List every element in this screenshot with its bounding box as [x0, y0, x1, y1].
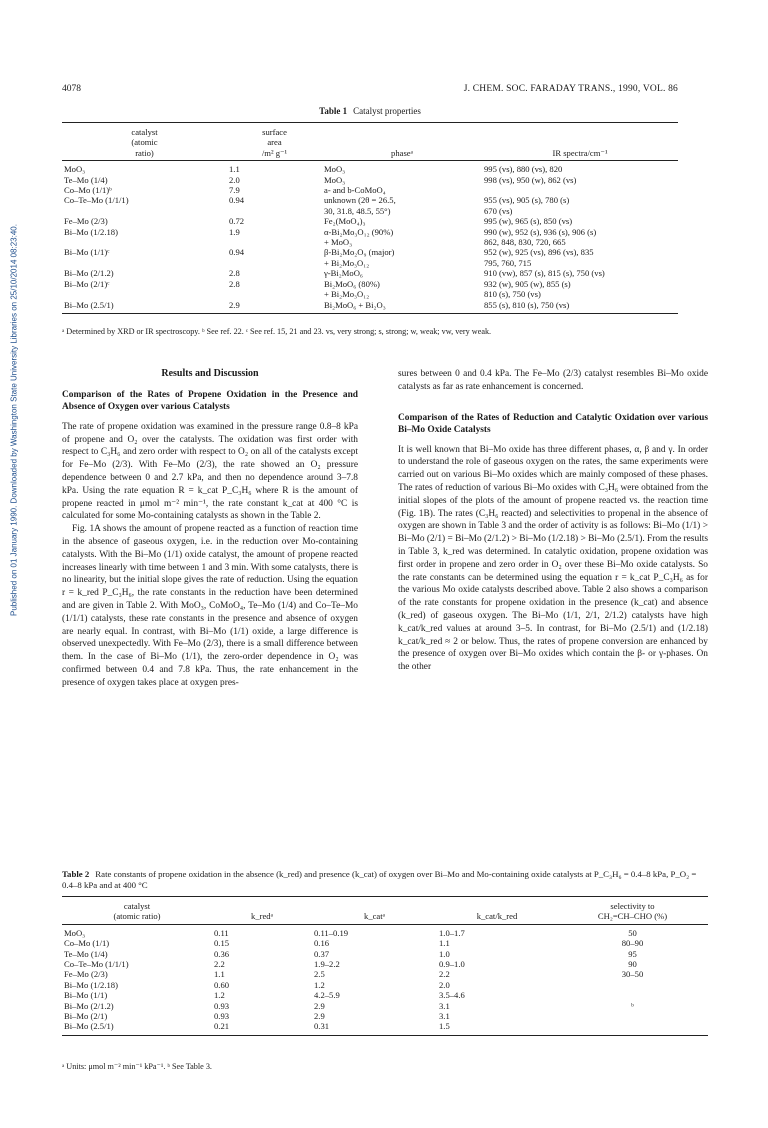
- table2-cell: [557, 990, 708, 1000]
- table1-cell: 955 (vs), 905 (s), 780 (s) 670 (vs): [484, 195, 570, 216]
- table2-body: [62, 924, 708, 1035]
- table1-cell: 2.8: [229, 268, 240, 279]
- table2-footnote: ᵃ Units: μmol m⁻² min⁻¹ kPa⁻¹. ᵇ See Table 3.: [62, 1062, 212, 1071]
- table2-cell: 80–90: [621, 938, 644, 949]
- table2-cell: 2.9: [314, 1000, 325, 1011]
- table1-cell: 910 (vw), 857 (s), 815 (s), 750 (vs): [484, 268, 605, 279]
- left-column: [62, 368, 358, 690]
- table1-cell: Bi–Mo (2/1.2): [64, 268, 114, 279]
- table1-cell: Co–Te–Mo (1/1/1): [64, 195, 129, 206]
- table1-cell: γ-Bi₂MoO₆: [324, 268, 363, 279]
- table1-header-row: [62, 123, 678, 161]
- table1: [62, 122, 678, 314]
- table1-row: [62, 227, 678, 248]
- subsection-title-1: Comparison of the Rates of Propene Oxidation in the Presence and Absence of Oxygen over various Catalysts: [62, 389, 358, 412]
- table1-header-surface-area: surface area /m² g⁻¹: [261, 127, 288, 158]
- table2-header-kcat: k_catᵃ: [364, 911, 385, 922]
- table2-cell: 0.15: [214, 938, 230, 949]
- table2-cell: ᵇ: [631, 1000, 634, 1011]
- table2-cell: 4.2–5.9: [314, 990, 340, 1001]
- table1-row: [62, 279, 678, 300]
- table2-label: Table 2: [62, 869, 90, 879]
- table2-cell: 3.1: [439, 1000, 450, 1011]
- table1-row: [62, 268, 678, 278]
- table2-cell: 0.93: [214, 1000, 230, 1011]
- table2-cell: 1.1: [214, 969, 225, 980]
- paragraph-left-2: Fig. 1A shows the amount of propene reacted as a function of reaction time in the absence of gaseous oxygen, i.e. in the reduction over Mo-containing catalysts. With the Bi–Mo (1/1) oxide catalyst, the amount of propene reacted increases linearly with time between 1 and 3 min. With some catalysts, there is no linearity, but the initial slope gives the rate of reduction. Using the equation r = k_red P_C₃H₆, the rate constants in the reduction have been determined and are given in Table 2. With MoO₃, CoMoO₄, Te–Mo (1/4) and Co–Te–Mo (1/1/1) catalysts, these rate constants in the presence and absence of oxygen are nearly equal. In contrast, with Bi–Mo (1/1) oxide, a large difference is observed unexpectedly. With Fe–Mo (2/3), there is a small difference between them. In the case of Bi–Mo (1/1), the zero-order dependence in O₂ was confirmed between 0.4 and 7.8 kPa. Thus, the rate enhancement in the presence of oxygen takes place at oxygen pres-: [62, 524, 358, 688]
- right-column: [398, 368, 708, 674]
- table1-cell: unknown (2θ = 26.5, 30, 31.8, 48.5, 55°): [324, 195, 396, 216]
- table1-cell: 995 (w), 965 (s), 850 (vs): [484, 216, 573, 227]
- paragraph-right-1: sures between 0 and 0.4 kPa. The Fe–Mo (2/3) catalyst resembles Bi–Mo oxide catalysts as far as rate enhancement is concerned.: [398, 369, 708, 392]
- table1-cell: Bi₂MoO₆ + Bi₂O₃: [324, 299, 386, 310]
- table1-cell: 990 (w), 952 (s), 936 (s), 906 (s) 862, 848, 830, 720, 665: [484, 226, 597, 248]
- table2: [62, 896, 708, 1036]
- table2-cell: 0.16: [314, 938, 330, 949]
- table1-cell: Bi–Mo (1/1)ᶜ: [64, 247, 110, 258]
- table1-cell: Bi₂MoO₆ (80%) + Bi₂Mo₃O₁₂: [324, 278, 380, 300]
- table1-cell: MoO₃: [324, 174, 346, 185]
- table1-cell: 2.0: [229, 174, 240, 185]
- table2-cell: 0.21: [214, 1021, 230, 1032]
- table2-cell: [557, 1021, 708, 1035]
- table2-row: [62, 1011, 708, 1021]
- table2-cell: [557, 1011, 708, 1021]
- section-title: Results and Discussion: [161, 368, 259, 379]
- table2-row: [62, 980, 708, 990]
- table2-cell: 1.0: [439, 948, 450, 959]
- table1-cell: Fe₂(MoO₄)₃: [324, 216, 366, 227]
- table2-cell: Co–Mo (1/1): [64, 938, 110, 949]
- table2-title: Rate constants of propene oxidation in the absence (k_red) and presence (k_cat) of oxygen over Bi–Mo and Mo-containing oxide catalysts at P_C₃H₆ = 0.4–8 kPa, P_O₂ = 0.4–8 kPa and at 400 °C: [62, 869, 697, 890]
- table2-cell: 2.9: [314, 1011, 325, 1022]
- table1-cell: α-Bi₂Mo₃O₁₂ (90%) + MoO₃: [324, 226, 394, 248]
- publication-side-note: [4, 170, 24, 670]
- table1-header-ir: IR spectra/cm⁻¹: [552, 147, 608, 158]
- table1-cell: Bi–Mo (2.5/1): [64, 299, 114, 310]
- table1-body: [62, 161, 678, 314]
- table2-cell: 50: [628, 927, 637, 938]
- table2-cell: 30–50: [621, 969, 644, 980]
- paragraph-left-1: The rate of propene oxidation was examined in the pressure range 0.8–8 kPa of propene and O₂ over the catalysts. The oxidation was first order with respect to C₃H₆ and zero order with respect to O₂ on all of the catalysts except for Fe–Mo (2/3). With Fe–Mo (2/3), the rate showed an O₂ pressure dependence between 0 and 2.7 kPa, and then no dependence around 3–7.8 kPa. Using the rate equation R = k_cat P_C₃H₆ where R is the amount of propene reacted in μmol m⁻² min⁻¹, the rate constant k_cat at 400 °C is calculated for some Mo-containing catalysts as shown in the Table 2.: [62, 421, 358, 522]
- subsection-title-2: Comparison of the Rates of Reduction and Catalytic Oxidation over various Bi–Mo Oxide Catalysts: [398, 412, 708, 435]
- table2-cell: 2.2: [439, 969, 450, 980]
- table1-cell: 932 (w), 905 (w), 855 (s) 810 (s), 750 (vs): [484, 278, 571, 300]
- table2-cell: Bi–Mo (2.5/1): [64, 1021, 114, 1032]
- table1-cell: MoO₃: [64, 164, 86, 175]
- table2-cell: 0.9–1.0: [439, 959, 465, 970]
- table2-cell: 1.1: [439, 938, 450, 949]
- table1-row: [62, 185, 678, 195]
- table1-cell: Te–Mo (1/4): [64, 174, 108, 185]
- table1-cell: 1.1: [229, 164, 240, 175]
- table2-cell: Bi–Mo (1/2.18): [64, 979, 118, 990]
- table2-cell: MoO₃: [64, 927, 86, 938]
- table2-cell: 1.0–1.7: [439, 927, 465, 938]
- table2-cell: 1.2: [214, 990, 225, 1001]
- table1-row: [62, 300, 678, 314]
- table1-header-phase: phaseᵃ: [391, 147, 413, 158]
- table2-cell: 1.5: [439, 1021, 450, 1032]
- table1-cell: 0.72: [229, 216, 245, 227]
- table2-caption: [62, 869, 712, 891]
- table2-row: [62, 1021, 708, 1035]
- page-number: 4078: [62, 84, 81, 94]
- table1-cell: 1.9: [229, 226, 240, 237]
- table2-cell: [557, 980, 708, 990]
- table1-title: Catalyst properties: [353, 106, 421, 116]
- table1-cell: 2.9: [229, 299, 240, 310]
- table2-row: [62, 938, 708, 948]
- table2-cell: Fe–Mo (2/3): [64, 969, 108, 980]
- table1-footnote: ᵃ Determined by XRD or IR spectroscopy. ᵇ See ref. 22. ᶜ See ref. 15, 21 and 23. vs, very strong; s, strong; w, weak; vw, very weak.: [62, 327, 492, 336]
- table1-row: [62, 247, 678, 268]
- table1-cell: 2.8: [229, 278, 240, 289]
- table2-row: [62, 924, 708, 938]
- table2-cell: 0.11: [214, 927, 229, 938]
- table2-cell: 1.9–2.2: [314, 959, 340, 970]
- table1-cell: [482, 185, 678, 195]
- running-head: J. CHEM. SOC. FARADAY TRANS., 1990, VOL. 86: [463, 84, 678, 94]
- table2-header-kred: k_redᵃ: [251, 911, 273, 922]
- table2-header-ratio: k_cat/k_red: [476, 911, 518, 922]
- paragraph-right-2: It is well known that Bi–Mo oxide has three different phases, α, β and γ. In order to understand the role of gaseous oxygen on the rates, the same experiments were carried out on various Bi–Mo oxides which are mainly composed of these phases. The rates of reduction of various Bi–Mo oxides with C₃H₆ were obtained from the initial slopes of the plots of the amount of propene reacted vs. the reaction time (Fig. 1B). The rates (C₃H₆ reacted) and selectivities to propenal in the absence of oxygen are shown in Table 3 and the order of activity is as follows: Bi–Mo (1/1) > Bi–Mo (2/1) = Bi–Mo (2/1.2) > Bi–Mo (1/2.18) > Bi–Mo (2.5/1). From the results in Table 3, k_red was determined. In catalytic oxidation, propene oxidation was first order in propene and zero order in O₂ over these Bi–Mo oxide catalysts. So the rate constants can be determined using the equation r = k_cat P_C₃H₆ as for the various Mo oxide catalysts described above. Table 2 also shows a comparison of the rate constants for propene oxidation in the presence (k_cat) and absence (k_red) of gaseous oxygen. The Bi–Mo (1/1, 2/1, 2/1.2) catalysts have high k_cat/k_red values at around 3–5. In contrast, for Bi–Mo (2.5/1) and (1/2.18) k_cat/k_red ≈ 2 or below. Thus, the rates of propene conversion are enhanced by the presence of oxygen over Bi–Mo oxides which contain the β- or γ-phases. On the other: [398, 444, 708, 673]
- table2-cell: 2.0: [439, 979, 450, 990]
- table2-cell: Te–Mo (1/4): [64, 948, 108, 959]
- table2-cell: 3.1: [439, 1011, 450, 1022]
- table2-row: [62, 959, 708, 969]
- table2-cell: 2.2: [214, 959, 225, 970]
- table1-cell: 952 (w), 925 (vs), 896 (vs), 835 795, 760, 715: [484, 247, 594, 268]
- table2-row: [62, 949, 708, 959]
- table1-cell: Bi–Mo (1/2.18): [64, 226, 118, 237]
- table2-cell: 0.93: [214, 1011, 230, 1022]
- table1-label: Table 1: [319, 106, 348, 116]
- table2-header-selectivity: selectivity to CH₂=CH–CHO (%): [597, 901, 668, 922]
- table2-cell: 0.11–0.19: [314, 927, 349, 938]
- table1-header-catalyst: catalyst (atomic ratio): [131, 127, 158, 158]
- table1-cell: β-Bi₂Mo₂O₉ (major) + Bi₂Mo₃O₁₂: [324, 247, 395, 268]
- table2-cell: 0.37: [314, 948, 330, 959]
- table2-cell: Bi–Mo (2/1.2): [64, 1000, 114, 1011]
- table2-header-catalyst: catalyst (atomic ratio): [113, 901, 161, 922]
- table2-header-row: [62, 897, 708, 925]
- table2-cell: 2.5: [314, 969, 325, 980]
- table2-cell: Co–Te–Mo (1/1/1): [64, 959, 129, 970]
- table2-row: [62, 990, 708, 1000]
- side-note-text: Published on 01 January 1990. Downloaded by Washington State University Libraries on 25/10/2014 08:23:40.: [9, 224, 19, 616]
- table2-cell: 1.2: [314, 979, 325, 990]
- table1-row: [62, 195, 678, 216]
- table1-row: [62, 216, 678, 226]
- table2-cell: 0.31: [314, 1021, 330, 1032]
- table1-cell: Fe–Mo (2/3): [64, 216, 108, 227]
- table2-cell: 95: [628, 948, 637, 959]
- table2-cell: 3.5–4.6: [439, 990, 465, 1001]
- table2-cell: 0.36: [214, 948, 230, 959]
- table1-cell: Co–Mo (1/1)ᵇ: [64, 185, 112, 196]
- table1-cell: 998 (vs), 950 (w), 862 (vs): [484, 174, 577, 185]
- table2-row: [62, 1001, 708, 1011]
- table1-cell: 995 (vs), 880 (vs), 820: [484, 164, 563, 175]
- table2-cell: Bi–Mo (1/1): [64, 990, 108, 1001]
- table1-row: [62, 161, 678, 175]
- table2-row: [62, 969, 708, 979]
- table1-cell: 855 (s), 810 (s), 750 (vs): [484, 299, 570, 310]
- table1-row: [62, 175, 678, 185]
- table1-cell: a- and b-CoMoO₄: [324, 185, 386, 196]
- table2-cell: Bi–Mo (2/1): [64, 1011, 108, 1022]
- table2-cell: 90: [628, 959, 637, 970]
- table1-cell: 0.94: [229, 247, 245, 258]
- table1-cell: 0.94: [229, 195, 245, 206]
- table1-cell: Bi–Mo (2/1)ᶜ: [64, 278, 110, 289]
- table1-cell: 7.9: [229, 185, 240, 196]
- table1-cell: MoO₃: [324, 164, 346, 175]
- table1-caption: [62, 106, 678, 116]
- table2-cell: 0.60: [214, 979, 230, 990]
